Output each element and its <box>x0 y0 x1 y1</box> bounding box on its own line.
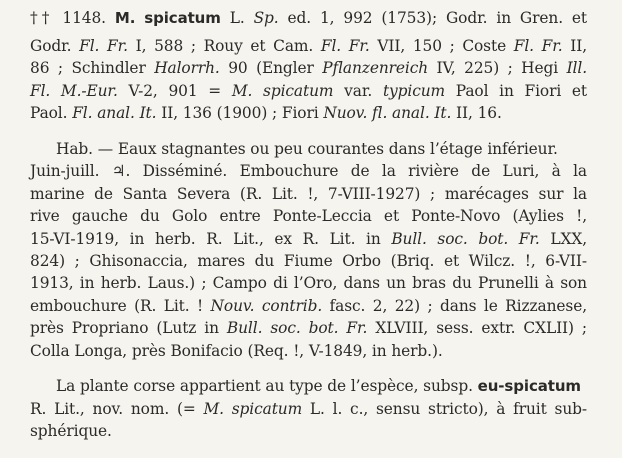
entry-number: 1148. <box>62 9 106 27</box>
genus-abbrev: M. <box>114 9 136 27</box>
italic-text: Fl. Fr. <box>320 37 370 55</box>
italic-text: typicum <box>382 82 446 100</box>
species-name: spicatum <box>144 9 221 27</box>
remark-line-2: R. Lit., nov. nom. (= M. spicatum L. l. c., sensu stricto), à fruit sub- <box>30 400 587 418</box>
italic-text: Bull. soc. bot. Fr. <box>391 230 540 248</box>
entry-line-1 <box>30 7 587 29</box>
italic-text: Bull. soc. bot. Fr. <box>226 319 368 337</box>
italic-text: Ill. <box>566 59 587 77</box>
bold-text: eu-spicatum <box>477 377 581 395</box>
entry-line-2: Godr. Fl. Fr. I, 588 ; Rouy et Cam. Fl. Fr. VII, 150 ; Coste Fl. Fr. II, <box>30 37 588 55</box>
habitat-line-5: 15-VI-1919, in herb. R. Lit., ex R. Lit. in Bull. soc. bot. Fr. LXX, <box>30 230 588 248</box>
habitat-line-6: 824) ; Ghisonaccia, mares du Fiume Orbo (Briq. et Wilcz. !, 6-VII- <box>30 252 587 270</box>
italic-text: M. spicatum <box>203 400 303 418</box>
habitat-line-8: embouchure (R. Lit. ! Nouv. contrib. fasc. 2, 22) ; dans le Rizzanese, <box>30 297 587 315</box>
remark-line-3: sphérique. <box>30 422 112 440</box>
italic-text: Sp. <box>253 9 279 27</box>
entry-citation-rest: L. Sp. ed. 1, 992 (1753); Godr. in Gren. et <box>229 9 588 27</box>
habitat-line-9: près Propriano (Lutz in Bull. soc. bot. Fr. XLVIII, sess. extr. CXLII) ; <box>30 319 588 337</box>
remark-line-1: La plante corse appartient au type de l’espèce, subsp. eu-spicatum <box>56 377 581 395</box>
italic-text: Fl. anal. It. <box>72 104 157 122</box>
italic-text: Halorrh. <box>154 59 220 77</box>
entry-line-4: Fl. M.-Eur. V-2, 901 = M. spicatum var. typicum Paol in Fiori et <box>30 82 588 100</box>
italic-text: Fl. M.-Eur. <box>30 82 118 100</box>
italic-text: Pflanzenreich <box>322 59 429 77</box>
italic-text: M. spicatum <box>231 82 334 100</box>
entry-line-5: Paol. Fl. anal. It. II, 136 (1900) ; Fiori Nuov. fl. anal. It. II, 16. <box>30 104 502 122</box>
habitat-line-1: Hab. — Eaux stagnantes ou peu courantes dans l’étage inférieur. <box>56 140 558 158</box>
italic-text: Fl. Fr. <box>79 37 128 55</box>
habitat-line-7: 1913, in herb. Laus.) ; Campo di l’Oro, dans un bras du Prunelli à son <box>30 274 587 292</box>
habitat-line-4: rive gauche du Golo entre Ponte-Leccia et Ponte-Novo (Aylies !, <box>30 207 587 225</box>
entry-line-3: 86 ; Schindler Halorrh. 90 (Engler Pflanzenreich IV, 225) ; Hegi Ill. <box>30 59 587 77</box>
habitat-line-2: Juin-juill. ♃. Disséminé. Embouchure de la rivière de Luri, à la <box>30 162 587 180</box>
italic-text: Nuov. fl. anal. It. <box>323 104 452 122</box>
habitat-line-10: Colla Longa, près Bonifacio (Req. !, V-1849, in herb.). <box>30 342 443 360</box>
italic-text: Nouv. contrib. <box>210 297 323 315</box>
habitat-line-3: marine de Santa Severa (R. Lit. !, 7-VIII-1927) ; marécages sur la <box>30 185 587 203</box>
italic-text: Fl. Fr. <box>513 37 563 55</box>
extinct-marker: †† <box>30 9 54 27</box>
